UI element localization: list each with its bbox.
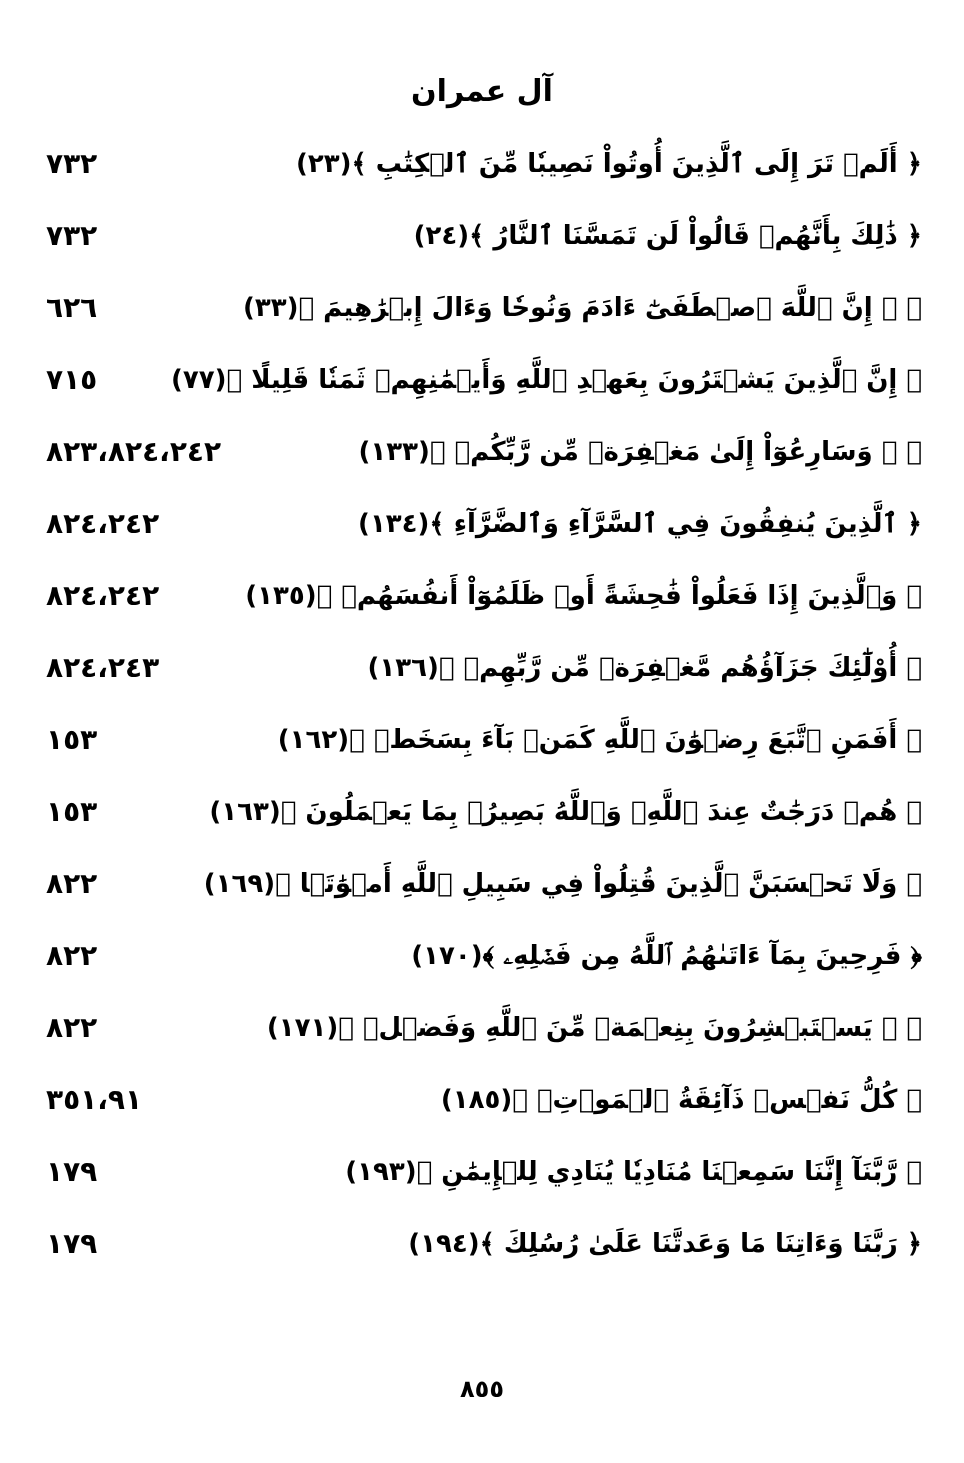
- index-row: [0, 200, 964, 272]
- verse-text: ﴿ أَفَمَنِ ٱتَّبَعَ رِضۡوَٰنَ ٱللَّهِ كَمَنۢ بَآءَ بِسَخَطٖ ﴾(١٦٢): [277, 725, 922, 755]
- index-row: [0, 344, 964, 416]
- page-references: ١٥٣: [46, 723, 98, 756]
- page-number: ٨٥٥: [460, 1375, 504, 1403]
- index-row: [0, 128, 964, 200]
- page-references: ٣٥١،٩١: [46, 1083, 143, 1116]
- verse-text: ﴿ ۞ وَسَارِعُوٓاْ إِلَىٰ مَغۡفِرَةٖ مِّن رَّبِّكُمۡ ﴾(١٣٣): [358, 437, 922, 467]
- verse-text: ﴿ ۞ إِنَّ ٱللَّهَ ٱصۡطَفَىٰٓ ءَادَمَ وَنُوحٗا وَءَالَ إِبۡرَٰهِيمَ ﴾(٣٣): [242, 293, 922, 323]
- verse-text: ﴿ ذَٰلِكَ بِأَنَّهُمۡ قَالُواْ لَن تَمَسَّنَا ٱلنَّارُ ﴾(٢٤): [413, 221, 922, 251]
- index-row: [0, 1136, 964, 1208]
- page-references: ٨٢٢: [46, 939, 98, 972]
- page-references: ٧١٥: [46, 363, 98, 396]
- verse-text: ﴿ رَّبَّنَآ إِنَّنَا سَمِعۡنَا مُنَادِيٗا يُنَادِي لِلۡإِيمَٰنِ ﴾(١٩٣): [345, 1157, 922, 1187]
- index-row: [0, 704, 964, 776]
- page-references: ٨٢٤،٢٤٢: [46, 579, 160, 612]
- index-row: [0, 920, 964, 992]
- page-references: ٨٢٢: [46, 1011, 98, 1044]
- verse-text: ﴿ أُوْلَٰٓئِكَ جَزَآؤُهُم مَّغۡفِرَةٞ مِّن رَّبِّهِمۡ ﴾(١٣٦): [367, 653, 922, 683]
- index-row: [0, 488, 964, 560]
- index-row: [0, 1064, 964, 1136]
- index-row: [0, 776, 964, 848]
- verse-text: ﴿ أَلَمۡ تَرَ إِلَى ٱلَّذِينَ أُوتُواْ نَصِيبٗا مِّنَ ٱلۡكِتَٰبِ ﴾(٢٣): [296, 149, 922, 179]
- index-row: [0, 992, 964, 1064]
- page-references: ١٧٩: [46, 1227, 98, 1260]
- page-references: ٧٣٢: [46, 147, 98, 180]
- page-references: ٨٢٢: [46, 867, 98, 900]
- page-references: ٨٢٤،٢٤٣: [46, 651, 160, 684]
- page-references: ٦٢٦: [46, 291, 98, 324]
- verse-text: ﴿ فَرِحِينَ بِمَآ ءَاتَىٰهُمُ ٱللَّهُ مِن فَضۡلِهِۦ ﴾(١٧٠): [411, 941, 922, 971]
- verse-text: ﴿ ۞ يَسۡتَبۡشِرُونَ بِنِعۡمَةٖ مِّنَ ٱللَّهِ وَفَضۡلٖ ﴾(١٧١): [266, 1013, 922, 1043]
- verse-text: ﴿ ٱلَّذِينَ يُنفِقُونَ فِي ٱلسَّرَّآءِ وَٱلضَّرَّآءِ ﴾(١٣٤): [358, 509, 922, 539]
- verse-text: ﴿ إِنَّ ٱلَّذِينَ يَشۡتَرُونَ بِعَهۡدِ ٱللَّهِ وَأَيۡمَٰنِهِمۡ ثَمَنٗا قَلِيلًا ﴾(٧٧): [171, 365, 922, 395]
- index-row: [0, 272, 964, 344]
- verse-text: ﴿ كُلُّ نَفۡسٖ ذَآئِقَةُ ٱلۡمَوۡتِۗ ﴾(١٨٥): [440, 1085, 922, 1115]
- page-references: ١٧٩: [46, 1155, 98, 1188]
- page-references: ٨٢٤،٢٤٢: [46, 507, 160, 540]
- index-row: [0, 560, 964, 632]
- index-list: [0, 128, 964, 1280]
- index-row: [0, 632, 964, 704]
- page-references: ٧٣٢: [46, 219, 98, 252]
- index-row: [0, 848, 964, 920]
- page-references: ١٥٣: [46, 795, 98, 828]
- page-references: ٨٢٣،٨٢٤،٢٤٢: [46, 435, 222, 468]
- index-row: [0, 416, 964, 488]
- page-title: آل عمران: [411, 74, 553, 109]
- verse-text: ﴿ وَلَا تَحۡسَبَنَّ ٱلَّذِينَ قُتِلُواْ فِي سَبِيلِ ٱللَّهِ أَمۡوَٰتَۢا ﴾(١٦٩): [203, 869, 922, 899]
- verse-text: ﴿ رَبَّنَا وَءَاتِنَا مَا وَعَدتَّنَا عَلَىٰ رُسُلِكَ ﴾(١٩٤): [408, 1229, 922, 1259]
- index-row: [0, 1208, 964, 1280]
- verse-text: ﴿ هُمۡ دَرَجَٰتٌ عِندَ ٱللَّهِۗ وَٱللَّهُ بَصِيرُۢ بِمَا يَعۡمَلُونَ ﴾(١٦٣): [209, 797, 922, 827]
- verse-text: ﴿ وَٱلَّذِينَ إِذَا فَعَلُواْ فَٰحِشَةً أَوۡ ظَلَمُوٓاْ أَنفُسَهُمۡ ﴾(١٣٥): [245, 581, 922, 611]
